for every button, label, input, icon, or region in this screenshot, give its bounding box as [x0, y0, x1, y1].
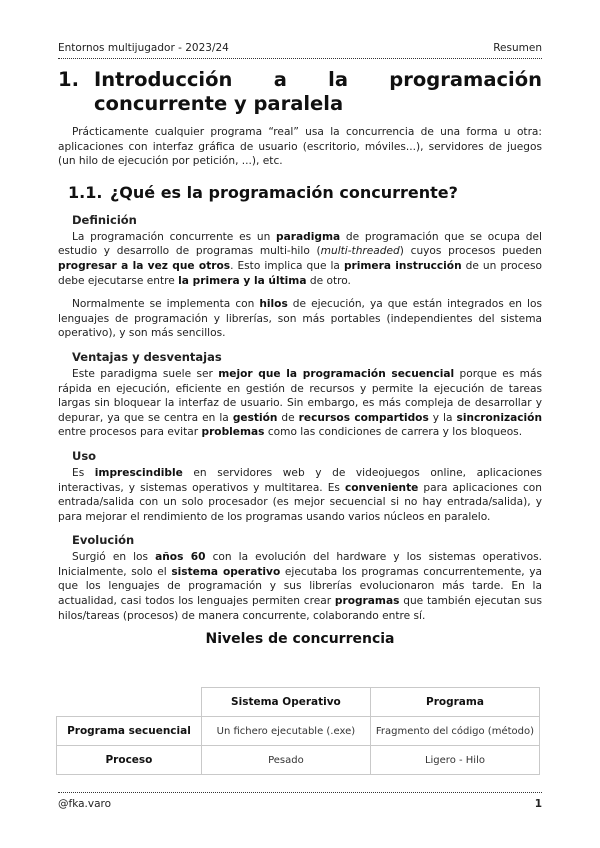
subheading-definicion: Definición	[72, 212, 137, 227]
table-row	[57, 717, 540, 746]
chapter-number: 1.	[58, 68, 79, 91]
section-heading	[68, 183, 542, 202]
subheading-evolucion: Evolución	[72, 533, 135, 548]
chapter-title: Introducción a la programación concurrente y paralela	[94, 68, 542, 115]
page-number: 1	[534, 798, 542, 810]
table-cell: Pesado	[201, 746, 370, 775]
footer-divider	[58, 792, 542, 793]
table-corner-cell	[57, 688, 202, 717]
subheading-uso: Uso	[72, 448, 97, 463]
table-cell: Fragmento del código (método)	[370, 717, 539, 746]
uso-paragraph: Es imprescindible en servidores web y de videojuegos online, aplicaciones interactivas, y sistemas operativos y multitarea. Es conveniente para aplicaciones con entrada/salida con un solo procesador (es mejor secuencial si no hay entrada/salida), y para mejorar el rendimiento de los programas usando varios núcleos en paralelo.	[58, 466, 542, 523]
header-divider	[58, 58, 542, 59]
definicion-paragraph-1: La programación concurrente es un paradigma de programación que se ocupa del estudio y desarrollo de programas multi-hilo (multi-threaded) cuyos procesos pueden progresar a la vez que otros. Esto implica que la primera instrucción de un proceso debe ejecutarse entre la primera y la última de otro.	[58, 230, 543, 287]
row-header-proceso: Proceso	[57, 746, 202, 775]
subheading-ventajas: Ventajas y desventajas	[72, 349, 222, 364]
row-header-programa-secuencial: Programa secuencial	[57, 717, 202, 746]
ventajas-paragraph: Este paradigma suele ser mejor que la programación secuencial porque es más rápida en ejecución, eficiente en gestión de recursos y permite la ejecución de tareas largas sin bloquear la interfaz de usuario. Sin embargo, es más compleja de desarrollar y depurar, ya que se centra en la gestión de recursos compartidos y la sincronización entre procesos para evitar problemas como las condiciones de carrera y los bloqueos.	[58, 367, 542, 439]
section-title: ¿Qué es la programación concurrente?	[110, 182, 458, 202]
column-header-so: Sistema Operativo	[201, 688, 370, 717]
table-cell: Un fichero ejecutable (.exe)	[201, 717, 370, 746]
page-footer	[58, 798, 542, 810]
page-content	[58, 68, 542, 647]
definicion-paragraph-2: Normalmente se implementa con hilos de ejecución, ya que están integrados en los lenguajes de programación y librerías, son más portables (independientes del sistema operativo), y son más sencillos.	[58, 298, 542, 340]
section-number: 1.1.	[68, 182, 103, 202]
column-header-programa: Programa	[370, 688, 539, 717]
chapter-intro: Prácticamente cualquier programa “real” usa la concurrencia de una forma u otra: aplicaciones con interfaz gráfica de usuario (escritorio, móviles...), servidores de juegos (un hilo de ejecución por petición, ...), etc.	[58, 126, 542, 168]
chapter-heading	[58, 68, 542, 116]
header-course: Entornos multijugador - 2023/24	[58, 42, 229, 54]
table-cell: Ligero - Hilo	[370, 746, 539, 775]
header-section: Resumen	[493, 42, 542, 54]
table-row	[57, 746, 540, 775]
concurrency-levels-table	[56, 687, 540, 775]
table-header-row	[57, 688, 540, 717]
footer-author: @fka.varo	[58, 798, 112, 810]
page-header	[58, 36, 542, 54]
table-title: Niveles de concurrencia	[205, 631, 395, 648]
evolucion-paragraph: Surgió en los años 60 con la evolución del hardware y los sistemas operativos. Inicialmente, solo el sistema operativo ejecutaba los programas concurrentemente, ya que los lenguajes de programación y sus librerías evolucionaron más tarde. En la actualidad, casi todos los lenguajes permiten crear programas que también ejecutan sus hilos/tareas (procesos) de manera concurrente, colaborando entre sí.	[58, 551, 543, 622]
